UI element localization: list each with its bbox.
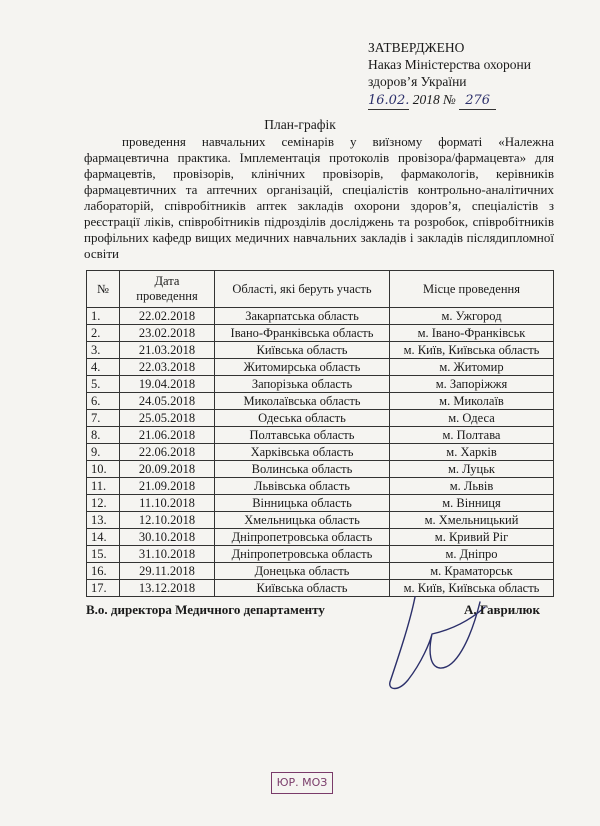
row-number: 2. <box>87 325 120 342</box>
row-date: 23.02.2018 <box>120 325 215 342</box>
plan-intro: проведення навчальних семінарів у виїзному форматі «Належна фармацевтична практика. Імплементація протоколів провізора/фармацевта» для фармацевтів, провізорів, клінічних провізорів, фармакологів, керівників фармацевтичних та аптечних організацій, спеціалістів контрольно-аналітичних лабораторій, співробітників аптек закладів охорони здоров’я, спеціалістів з реєстрації ліків, співробітників підрозділів досліджень та розробок, співробітників профільних кафедр вищих медичних навчальних закладів і закладів післядипломної освіти <box>84 134 554 261</box>
row-regions: Київська область <box>215 580 390 597</box>
signatory-name: А. Гаврилюк <box>464 602 540 617</box>
order-number-handwritten: 276 <box>459 92 496 110</box>
row-date: 13.12.2018 <box>120 580 215 597</box>
row-date: 21.06.2018 <box>120 427 215 444</box>
row-regions: Вінницька область <box>215 495 390 512</box>
row-venue: м. Дніпро <box>390 546 554 563</box>
row-venue: м. Вінниця <box>390 495 554 512</box>
row-number: 12. <box>87 495 120 512</box>
row-regions: Київська область <box>215 342 390 359</box>
row-venue: м. Миколаїв <box>390 393 554 410</box>
row-venue: м. Краматорськ <box>390 563 554 580</box>
col-header-number: № <box>87 271 120 308</box>
row-venue: м. Київ, Київська область <box>390 580 554 597</box>
row-venue: м. Луцьк <box>390 461 554 478</box>
row-number: 6. <box>87 393 120 410</box>
table-row <box>87 529 554 546</box>
table-row <box>87 393 554 410</box>
seminar-schedule-table <box>86 270 554 597</box>
table-row <box>87 495 554 512</box>
row-date: 22.03.2018 <box>120 359 215 376</box>
table-row <box>87 546 554 563</box>
row-number: 17. <box>87 580 120 597</box>
row-date: 29.11.2018 <box>120 563 215 580</box>
row-number: 3. <box>87 342 120 359</box>
approval-block <box>368 39 588 110</box>
row-date: 30.10.2018 <box>120 529 215 546</box>
row-number: 1. <box>87 308 120 325</box>
order-year: 2018 № <box>409 92 460 107</box>
row-venue: м. Житомир <box>390 359 554 376</box>
order-date-handwritten: 16.02. <box>368 93 410 108</box>
row-regions: Одеська область <box>215 410 390 427</box>
row-regions: Волинська область <box>215 461 390 478</box>
table-row <box>87 359 554 376</box>
plan-title: План-графік <box>264 117 336 132</box>
row-date: 12.10.2018 <box>120 512 215 529</box>
row-number: 10. <box>87 461 120 478</box>
row-venue: м. Київ, Київська область <box>390 342 554 359</box>
handwritten-signature <box>360 582 490 702</box>
row-date: 31.10.2018 <box>120 546 215 563</box>
table-row <box>87 410 554 427</box>
table-row <box>87 444 554 461</box>
table-row <box>87 308 554 325</box>
table-row <box>87 512 554 529</box>
order-date-line <box>368 91 588 110</box>
row-venue: м. Харків <box>390 444 554 461</box>
row-date: 21.03.2018 <box>120 342 215 359</box>
table-row <box>87 325 554 342</box>
row-regions: Житомирська область <box>215 359 390 376</box>
row-regions: Полтавська область <box>215 427 390 444</box>
row-date: 11.10.2018 <box>120 495 215 512</box>
row-date: 22.06.2018 <box>120 444 215 461</box>
signatory-position: В.о. директора Медичного департаменту <box>86 602 325 617</box>
order-line-2: здоров’я України <box>368 74 467 89</box>
row-date: 21.09.2018 <box>120 478 215 495</box>
row-number: 7. <box>87 410 120 427</box>
row-date: 22.02.2018 <box>120 308 215 325</box>
row-number: 16. <box>87 563 120 580</box>
row-regions: Запорізька область <box>215 376 390 393</box>
table-body <box>87 308 554 597</box>
row-number: 8. <box>87 427 120 444</box>
row-number: 11. <box>87 478 120 495</box>
table-row <box>87 563 554 580</box>
row-venue: м. Кривий Ріг <box>390 529 554 546</box>
row-date: 24.05.2018 <box>120 393 215 410</box>
table-row <box>87 461 554 478</box>
row-regions: Миколаївська область <box>215 393 390 410</box>
row-venue: м. Полтава <box>390 427 554 444</box>
row-date: 19.04.2018 <box>120 376 215 393</box>
order-line-1: Наказ Міністерства охорони <box>368 57 531 72</box>
row-regions: Дніпропетровська область <box>215 546 390 563</box>
approval-heading: ЗАТВЕРДЖЕНО <box>368 40 465 55</box>
row-date: 20.09.2018 <box>120 461 215 478</box>
table-row <box>87 478 554 495</box>
table-row <box>87 376 554 393</box>
row-number: 5. <box>87 376 120 393</box>
row-number: 14. <box>87 529 120 546</box>
row-regions: Івано-Франківська область <box>215 325 390 342</box>
registry-stamp: ЮР. МОЗ <box>271 772 333 794</box>
row-number: 4. <box>87 359 120 376</box>
row-venue: м. Ужгород <box>390 308 554 325</box>
row-venue: м. Хмельницький <box>390 512 554 529</box>
col-header-venue: Місце проведення <box>390 271 554 308</box>
col-header-date: Дата проведення <box>120 271 215 308</box>
row-regions: Дніпропетровська область <box>215 529 390 546</box>
row-venue: м. Одеса <box>390 410 554 427</box>
row-number: 15. <box>87 546 120 563</box>
row-regions: Харківська область <box>215 444 390 461</box>
row-regions: Донецька область <box>215 563 390 580</box>
table-header-row <box>87 271 554 308</box>
row-regions: Львівська область <box>215 478 390 495</box>
row-venue: м. Львів <box>390 478 554 495</box>
row-venue: м. Івано-Франківськ <box>390 325 554 342</box>
row-regions: Хмельницька область <box>215 512 390 529</box>
row-number: 9. <box>87 444 120 461</box>
table-row <box>87 342 554 359</box>
row-venue: м. Запоріжжя <box>390 376 554 393</box>
row-date: 25.05.2018 <box>120 410 215 427</box>
table-row <box>87 427 554 444</box>
row-regions: Закарпатська область <box>215 308 390 325</box>
row-number: 13. <box>87 512 120 529</box>
col-header-regions: Області, які беруть участь <box>215 271 390 308</box>
